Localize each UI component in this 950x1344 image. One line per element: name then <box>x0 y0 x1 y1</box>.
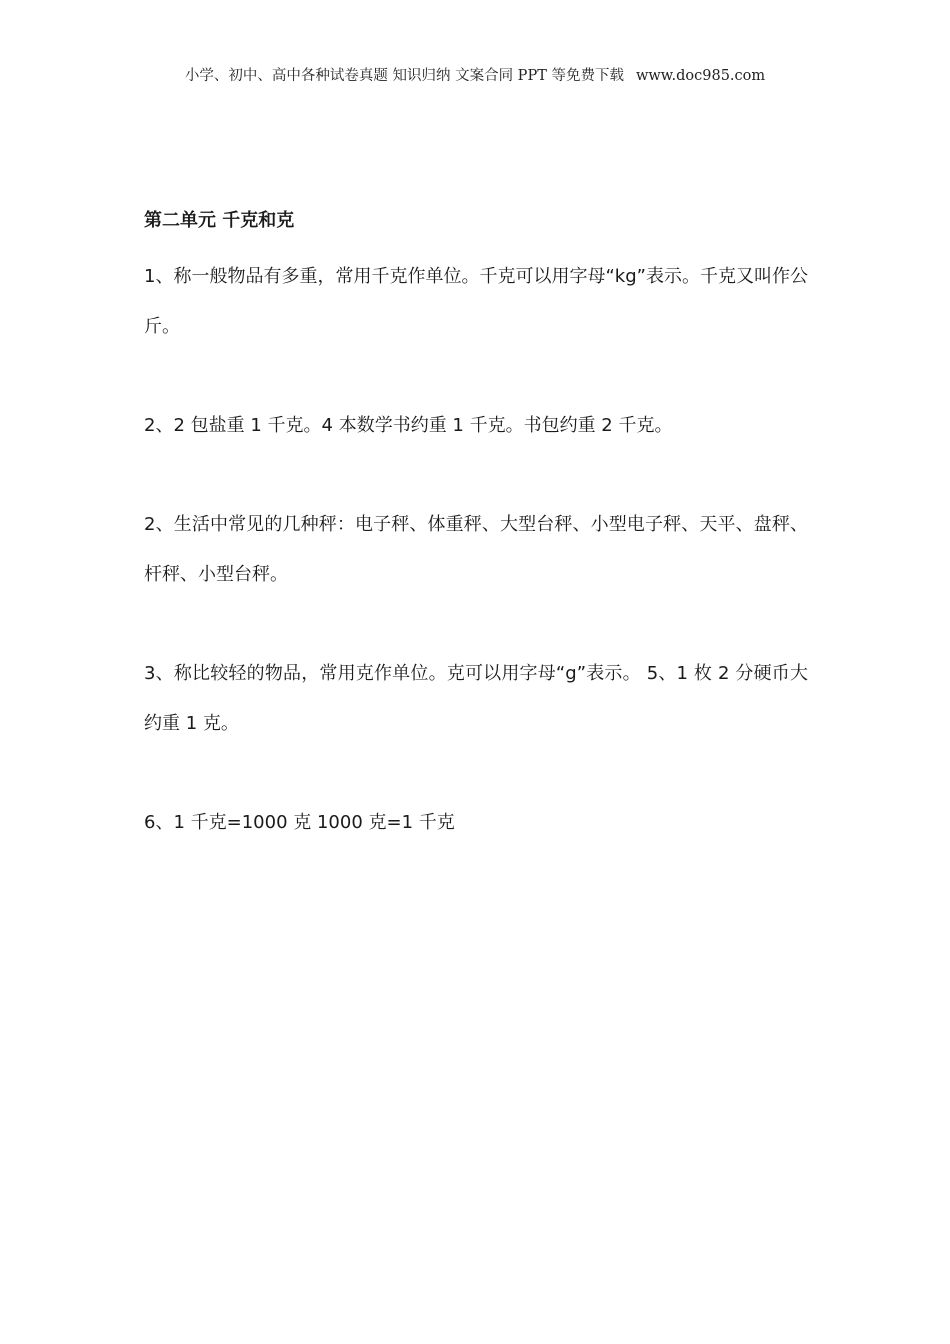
document-body <box>144 204 808 848</box>
header-text: 小学、初中、高中各种试卷真题 知识归纳 文案合同 PPT 等免费下载 <box>184 68 624 84</box>
paragraph-3: 2、生活中常见的几种秤：电子秤、体重秤、大型台秤、小型电子秤、天平、盘秤、杆秤、小型台秤。 <box>144 514 808 585</box>
paragraph-4: 3、称比较轻的物品，常用克作单位。克可以用字母“g”表示。 5、1 枚 2 分硬币大约重 1 克。 <box>144 663 808 734</box>
header-url[interactable]: www.doc985.com <box>635 68 766 84</box>
document-title: 第二单元 千克和克 <box>144 210 295 231</box>
paragraph-2: 2、2 包盐重 1 千克。4 本数学书约重 1 千克。书包约重 2 千克。 <box>144 415 673 436</box>
paragraph-5: 6、1 千克=1000 克 1000 克=1 千克 <box>144 812 455 833</box>
page-header <box>0 64 950 85</box>
paragraph-1: 1、称一般物品有多重，常用千克作单位。千克可以用字母“kg”表示。千克又叫作公斤。 <box>144 266 808 337</box>
